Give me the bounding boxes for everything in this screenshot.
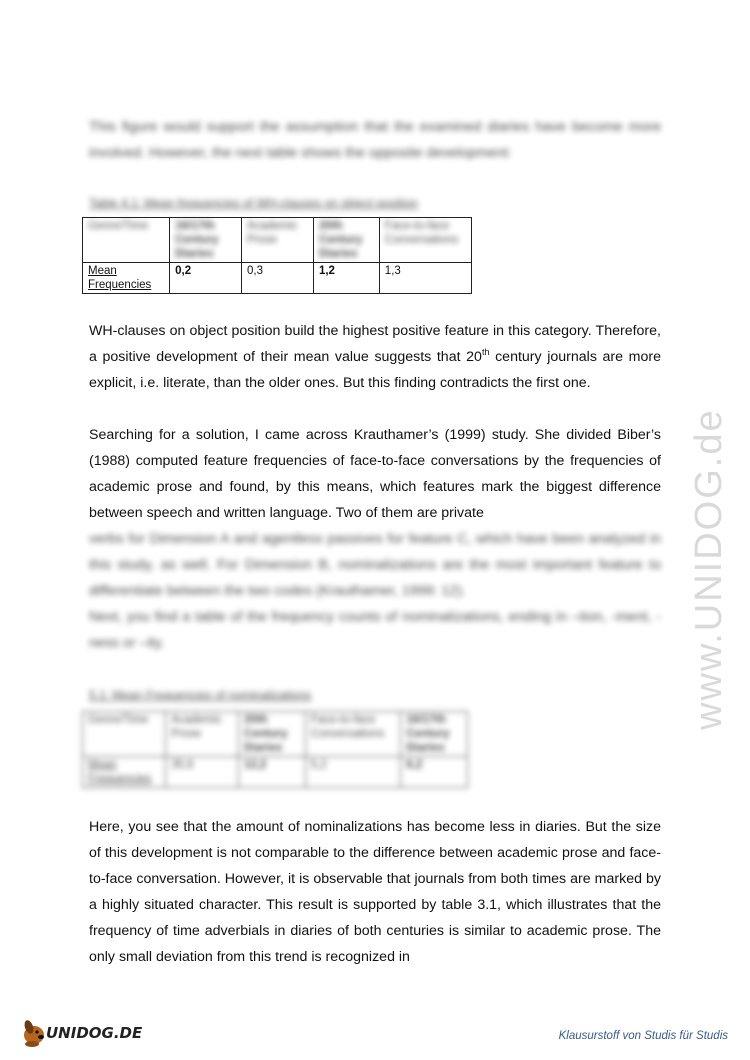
table1-row-label: Mean Frequencies — [83, 263, 170, 294]
table2-header-cell: Academic Prose — [166, 712, 239, 757]
paragraph-krauthamer: Searching for a solution, I came across Krauthamer’s (1999) study. She divided Biber’s (1988) computed feature frequencies of face-to-face conversations by the frequencies of academic prose and found, by this means, which features mark the biggest difference between speech and written language. Two of them are private — [89, 427, 661, 521]
paragraph-krauthamer-blurred: verbs for Dimension A and agentless passives for feature C, which have been analyzed in this study, as well. For Dimension B, nominalizations are the most important feature to differentiate between the two codes (Krauthamer, 1999: 12). — [89, 531, 661, 599]
table1-row — [83, 263, 472, 294]
intro-paragraph: This figure would support the assumption that the examined diaries have become more involved. However, the next table shows the opposite development: — [89, 119, 661, 161]
table2 — [82, 711, 468, 788]
table2-cell: 35,6 — [166, 757, 239, 788]
table1-cell: 1,2 — [313, 263, 379, 294]
table2-header-cell: 20th Century Diaries — [239, 712, 306, 757]
paragraph-nominalizations-intro: Next, you find a table of the frequency counts of nominalizations, ending in –tion, -ment, -ness or –ity. — [89, 609, 661, 651]
table1 — [82, 217, 472, 294]
table1-header-cell: Genre/Time — [83, 218, 170, 263]
table1-header-cell: 20th Century Diaries — [313, 218, 379, 263]
paragraph-results: Here, you see that the amount of nominalizations has become less in diaries. But the size of this development is not comparable to the difference between academic prose and face-to-face conversation. However, it is observable that journals from both times are marked by a highly situated character. This result is supported by table 3.1, which illustrates that the frequency of time adverbials in diaries of both centuries is similar to academic prose. The only small deviation from this trend is recognized in — [89, 819, 661, 965]
table2-cell: 12,2 — [239, 757, 306, 788]
table1-header-row — [83, 218, 472, 263]
table2-header-cell: Genre/Time — [83, 712, 166, 757]
table2-cell: 5,2 — [305, 757, 400, 788]
table1-header-cell: 16/17th Century Diaries — [170, 218, 242, 263]
table1-header-cell: Academic Prose — [242, 218, 314, 263]
table1-cell: 1,3 — [379, 263, 471, 294]
footer-tagline: Klausurstoff von Studis für Studis — [558, 1030, 728, 1042]
table1-cell: 0,2 — [170, 263, 242, 294]
table1-header-cell: Face-to-face Conversations — [379, 218, 471, 263]
table2-caption: 5.1: Mean Frequencies of nominalizations — [89, 688, 312, 702]
table1-caption: Table 4.1: Mean frequencies of WH-clauses on object position — [89, 196, 418, 210]
table2-cell: 6,2 — [401, 757, 468, 788]
paragraph-wh-clauses: WH-clauses on object position build the highest positive feature in this category. Therefore, a positive development of their mean value suggests that 20th century journals are more explicit, i.e. literate, than the older ones. But this finding contradicts the first one. — [89, 323, 661, 391]
table2-row-label: Mean Frequencies — [83, 757, 166, 788]
table2-row — [83, 757, 468, 788]
table2-header-cell: Face-to-face Conversations — [305, 712, 400, 757]
table2-header-row — [83, 712, 468, 757]
table1-cell: 0,3 — [242, 263, 314, 294]
logo-text: UNIDOG.DE — [46, 1024, 143, 1042]
watermark: www.UNIDOG.de — [688, 408, 730, 730]
table2-header-cell: 16/17th Century Diaries — [401, 712, 468, 757]
